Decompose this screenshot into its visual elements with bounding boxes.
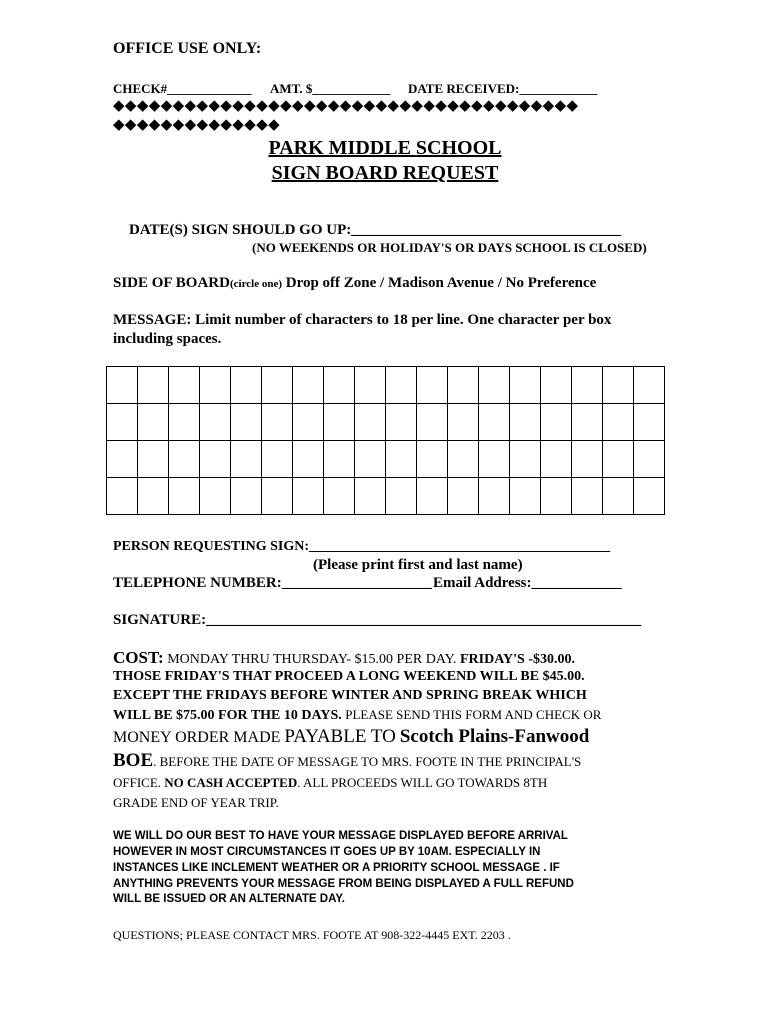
character-box[interactable] <box>479 367 510 404</box>
character-box[interactable] <box>200 404 231 441</box>
character-box[interactable] <box>634 404 665 441</box>
character-box[interactable] <box>324 441 355 478</box>
sign-dates-field[interactable]: DATE(S) SIGN SHOULD GO UP:____________________________________ <box>129 222 622 238</box>
character-box[interactable] <box>386 441 417 478</box>
character-box[interactable] <box>572 478 603 515</box>
character-box[interactable] <box>169 441 200 478</box>
character-box[interactable] <box>448 404 479 441</box>
character-box[interactable] <box>510 367 541 404</box>
character-box[interactable] <box>169 404 200 441</box>
character-box[interactable] <box>169 367 200 404</box>
cost-instructions: PLEASE SEND THIS FORM AND CHECK OR <box>345 707 602 722</box>
grid-row <box>107 367 665 404</box>
character-box[interactable] <box>262 478 293 515</box>
character-box[interactable] <box>231 367 262 404</box>
character-box[interactable] <box>386 404 417 441</box>
character-box[interactable] <box>200 441 231 478</box>
character-box[interactable] <box>634 441 665 478</box>
message-character-grid <box>106 366 665 515</box>
character-box[interactable] <box>138 404 169 441</box>
character-box[interactable] <box>107 441 138 478</box>
character-box[interactable] <box>386 478 417 515</box>
cost-line-8: GRADE END OF YEAR TRIP. <box>113 795 279 810</box>
side-of-board <box>113 275 596 292</box>
cost-line-3: EXCEPT THE FRIDAYS BEFORE WINTER AND SPRING BREAK WHICH <box>113 688 587 703</box>
school-title: PARK MIDDLE SCHOOL <box>268 137 502 159</box>
cost-label: COST: <box>113 648 164 667</box>
character-box[interactable] <box>169 478 200 515</box>
telephone-field[interactable]: TELEPHONE NUMBER:____________________ <box>113 575 432 591</box>
questions-contact: QUESTIONS; PLEASE CONTACT MRS. FOOTE AT 908-322-4445 EXT. 2203 . <box>113 928 511 942</box>
character-box[interactable] <box>510 478 541 515</box>
character-box[interactable] <box>231 478 262 515</box>
character-box[interactable] <box>355 478 386 515</box>
character-box[interactable] <box>107 478 138 515</box>
person-name-hint: (Please print first and last name) <box>313 557 523 573</box>
payable-to-text: PAYABLE TO <box>284 726 396 747</box>
character-box[interactable] <box>603 367 634 404</box>
no-cash-text: NO CASH ACCEPTED <box>164 775 298 790</box>
character-box[interactable] <box>324 404 355 441</box>
cost-line-5 <box>113 726 589 748</box>
character-box[interactable] <box>510 441 541 478</box>
office-use-heading: OFFICE USE ONLY: <box>113 40 262 57</box>
character-box[interactable] <box>262 367 293 404</box>
character-box[interactable] <box>417 367 448 404</box>
character-box[interactable] <box>138 441 169 478</box>
character-box[interactable] <box>634 367 665 404</box>
cost-friday: FRIDAY'S -$30.00. <box>459 652 575 667</box>
character-box[interactable] <box>572 441 603 478</box>
payee-boe: BOE <box>113 750 154 771</box>
character-box[interactable] <box>200 478 231 515</box>
diamond-separator: ◆◆◆◆◆◆◆◆◆◆◆◆◆◆◆◆◆◆◆◆◆◆◆◆◆◆◆◆◆◆◆◆◆◆◆◆◆◆◆ <box>113 98 579 114</box>
character-box[interactable] <box>107 404 138 441</box>
grid-row <box>107 478 665 515</box>
character-box[interactable] <box>603 478 634 515</box>
cost-break-price: WILL BE $75.00 FOR THE 10 DAYS. <box>113 708 342 723</box>
side-of-board-hint: (circle one) <box>229 278 282 290</box>
cost-line-2: THOSE FRIDAY'S THAT PROCEED A LONG WEEKEND WILL BE $45.00. <box>113 669 585 684</box>
character-box[interactable] <box>541 478 572 515</box>
side-of-board-options[interactable]: Drop off Zone / Madison Avenue / No Preference <box>285 275 597 291</box>
character-box[interactable] <box>634 478 665 515</box>
money-order-text: MONEY ORDER MADE <box>113 729 281 746</box>
notice-line-2: HOWEVER IN MOST CIRCUMSTANCES IT GOES UP BY 10AM. ESPECIALLY IN <box>113 846 541 858</box>
character-box[interactable] <box>479 478 510 515</box>
character-box[interactable] <box>293 478 324 515</box>
character-box[interactable] <box>324 478 355 515</box>
character-box[interactable] <box>448 441 479 478</box>
notice-line-5: WILL BE ISSUED OR AN ALTERNATE DAY. <box>113 893 345 905</box>
payee-name: Scotch Plains-Fanwood <box>399 726 590 747</box>
character-box[interactable] <box>262 404 293 441</box>
notice-line-1: WE WILL DO OUR BEST TO HAVE YOUR MESSAGE DISPLAYED BEFORE ARRIVAL <box>113 830 568 842</box>
character-box[interactable] <box>417 441 448 478</box>
check-number-field[interactable]: CHECK#_____________ <box>113 81 252 96</box>
character-box[interactable] <box>448 478 479 515</box>
character-box[interactable] <box>479 404 510 441</box>
character-box[interactable] <box>355 367 386 404</box>
character-box[interactable] <box>200 367 231 404</box>
character-box[interactable] <box>138 478 169 515</box>
character-box[interactable] <box>355 404 386 441</box>
character-box[interactable] <box>572 404 603 441</box>
side-of-board-label: SIDE OF BOARD <box>113 275 230 291</box>
character-box[interactable] <box>572 367 603 404</box>
form-title: SIGN BOARD REQUEST <box>271 162 499 184</box>
cost-weekday: MONDAY THRU THURSDAY- $15.00 PER DAY. <box>167 652 457 667</box>
character-box[interactable] <box>448 367 479 404</box>
character-box[interactable] <box>603 404 634 441</box>
character-box[interactable] <box>479 441 510 478</box>
person-requesting-field[interactable]: PERSON REQUESTING SIGN:___________________________________________ <box>113 539 611 554</box>
character-box[interactable] <box>231 404 262 441</box>
character-box[interactable] <box>603 441 634 478</box>
character-box[interactable] <box>138 367 169 404</box>
character-box[interactable] <box>417 404 448 441</box>
message-instructions: MESSAGE: Limit number of characters to 18 per line. One character per box <box>113 312 612 328</box>
character-box[interactable] <box>293 441 324 478</box>
character-box[interactable] <box>107 367 138 404</box>
character-box[interactable] <box>231 441 262 478</box>
character-box[interactable] <box>541 367 572 404</box>
character-box[interactable] <box>386 367 417 404</box>
grid-row <box>107 441 665 478</box>
deliver-to-text: . BEFORE THE DATE OF MESSAGE TO MRS. FOOTE IN THE PRINCIPAL'S <box>153 754 582 769</box>
character-box[interactable] <box>541 441 572 478</box>
email-field[interactable]: Email Address:____________ <box>433 575 622 591</box>
office-text: OFFICE. <box>113 775 162 790</box>
character-box[interactable] <box>417 478 448 515</box>
diamond-separator: ◆◆◆◆◆◆◆◆◆◆◆◆◆◆ <box>113 117 281 133</box>
cost-line-7 <box>113 775 547 791</box>
signature-field[interactable]: SIGNATURE:__________________________________________________________ <box>113 612 642 628</box>
cost-line-1 <box>113 648 575 668</box>
character-box[interactable] <box>355 441 386 478</box>
cost-line-4 <box>113 707 601 724</box>
character-box[interactable] <box>324 367 355 404</box>
proceeds-text: . ALL PROCEEDS WILL GO TOWARDS 8TH <box>297 775 548 790</box>
notice-line-3: INSTANCES LIKE INCLEMENT WEATHER OR A PRIORITY SCHOOL MESSAGE . IF <box>113 862 560 874</box>
character-box[interactable] <box>293 404 324 441</box>
character-box[interactable] <box>293 367 324 404</box>
grid-row <box>107 404 665 441</box>
date-received-field[interactable]: DATE RECEIVED:____________ <box>408 81 598 96</box>
character-box[interactable] <box>510 404 541 441</box>
message-instructions-cont: including spaces. <box>113 331 222 347</box>
sign-dates-note: (NO WEEKENDS OR HOLIDAY'S OR DAYS SCHOOL IS CLOSED) <box>252 240 647 255</box>
cost-line-6 <box>113 750 581 772</box>
notice-line-4: ANYTHING PREVENTS YOUR MESSAGE FROM BEING DISPLAYED A FULL REFUND <box>113 878 574 890</box>
amount-field[interactable]: AMT. $____________ <box>270 81 391 96</box>
character-box[interactable] <box>541 404 572 441</box>
character-box[interactable] <box>262 441 293 478</box>
